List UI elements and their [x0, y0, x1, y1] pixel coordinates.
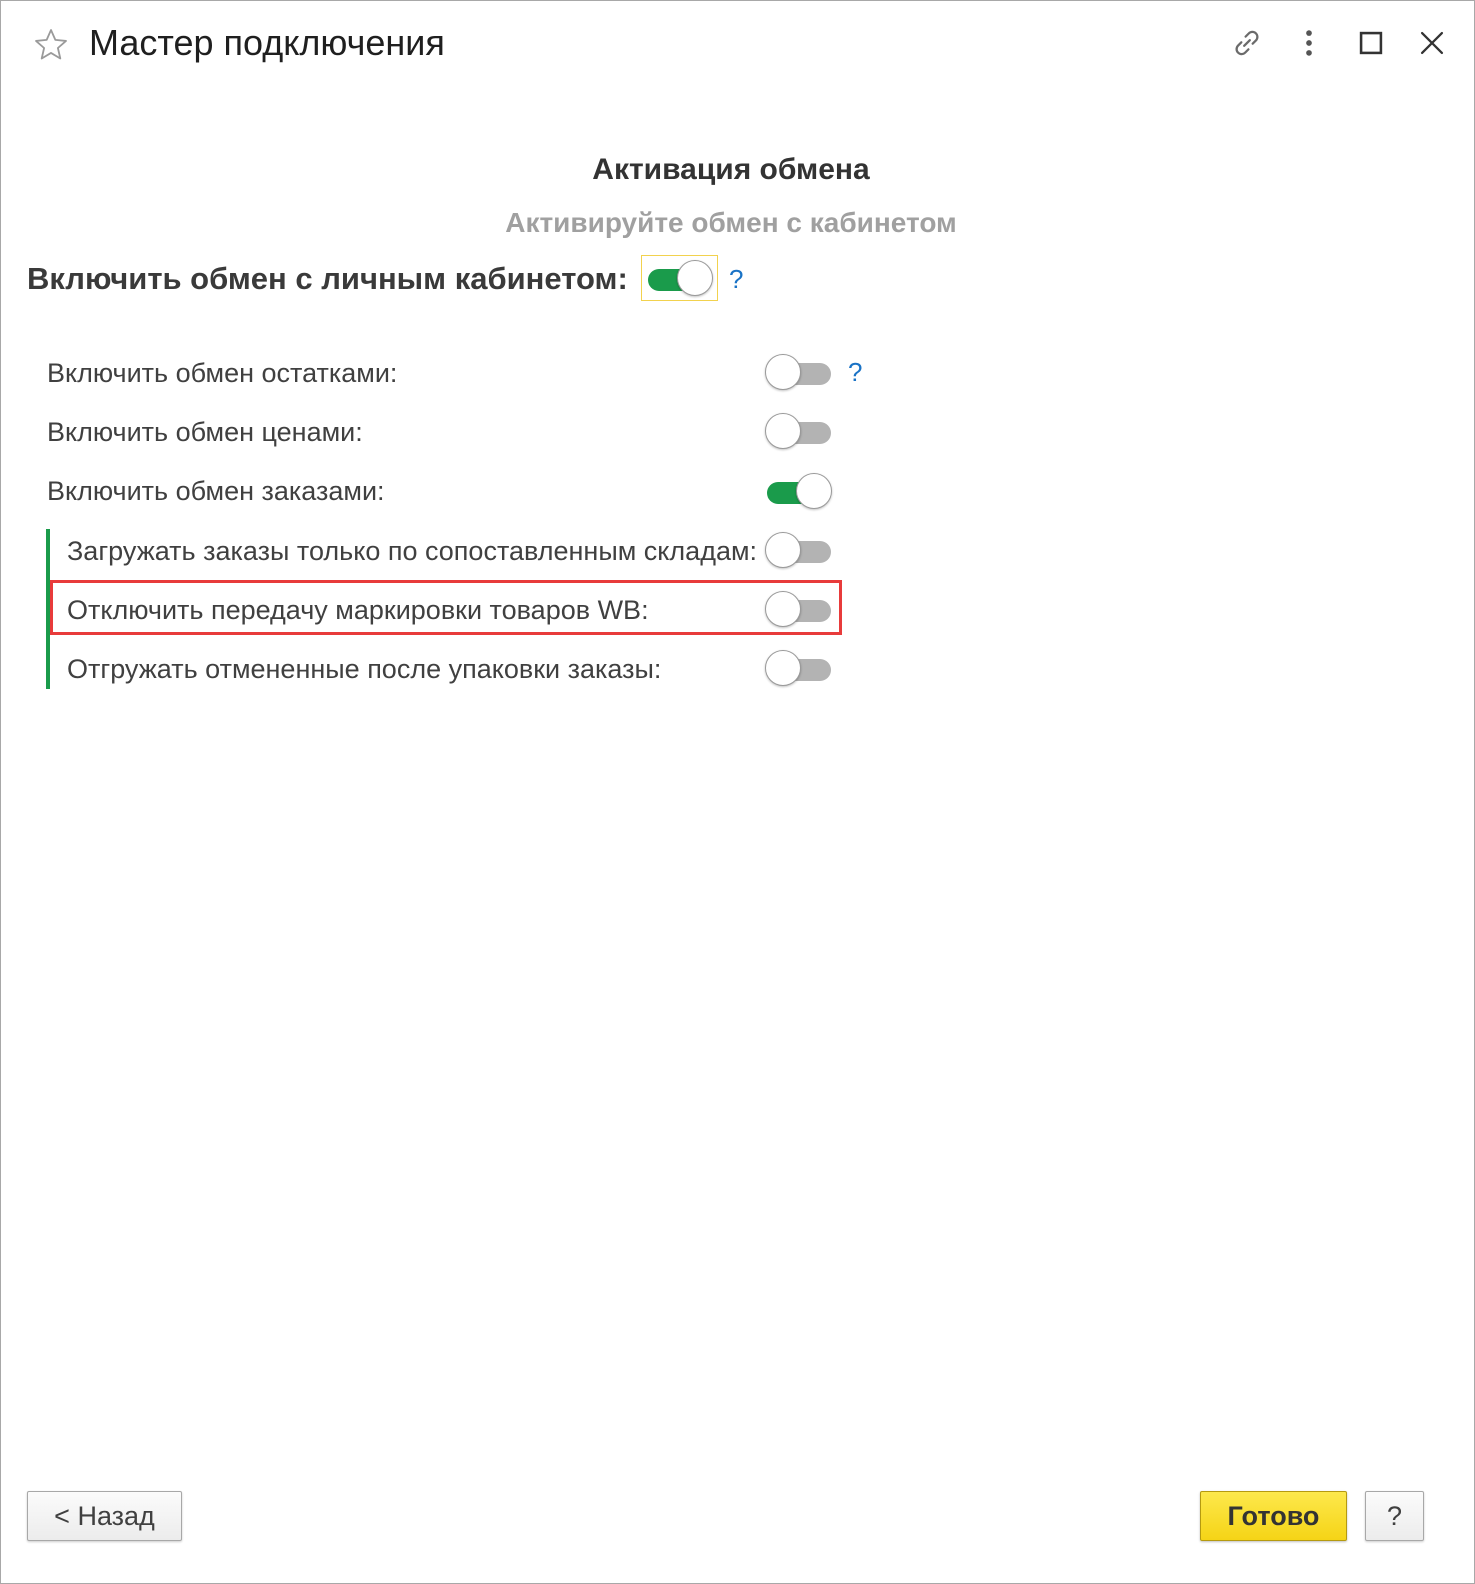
- maximize-icon: [1354, 26, 1388, 60]
- stock-exchange-help-link[interactable]: ?: [848, 357, 863, 387]
- stock-exchange-toggle[interactable]: [765, 353, 833, 393]
- more-vertical-icon: [1292, 26, 1326, 60]
- star-icon[interactable]: [33, 27, 69, 63]
- mapped-warehouses-label: Загружать заказы только по сопоставленным складам:: [67, 536, 758, 566]
- order-exchange-label: Включить обмен заказами:: [47, 476, 385, 506]
- disable-marking-toggle[interactable]: [765, 590, 833, 630]
- main-exchange-help-link[interactable]: ?: [729, 264, 744, 294]
- page-subtitle: Активируйте обмен с кабинетом: [505, 207, 957, 238]
- price-exchange-label: Включить обмен ценами:: [47, 417, 363, 447]
- toggle-knob: [677, 260, 713, 296]
- page-title: Активация обмена: [592, 153, 870, 186]
- price-exchange-toggle[interactable]: [765, 412, 833, 452]
- mapped-warehouses-toggle[interactable]: [765, 531, 833, 571]
- ship-cancelled-label: Отгружать отмененные после упаковки заказы:: [67, 654, 662, 684]
- main-exchange-label: Включить обмен с личным кабинетом:: [27, 261, 628, 296]
- link-button[interactable]: [1227, 23, 1267, 63]
- help-button[interactable]: ?: [1365, 1491, 1424, 1541]
- toggle-knob: [765, 413, 801, 449]
- back-button[interactable]: < Назад: [27, 1491, 182, 1541]
- stock-exchange-label: Включить обмен остатками:: [47, 358, 398, 388]
- disable-marking-label: Отключить передачу маркировки товаров WB:: [67, 595, 649, 625]
- main-exchange-toggle[interactable]: [646, 259, 714, 299]
- window-title: Мастер подключения: [89, 22, 445, 63]
- close-button[interactable]: [1412, 23, 1452, 63]
- toggle-knob: [765, 532, 801, 568]
- link-icon: [1230, 26, 1264, 60]
- maximize-button[interactable]: [1351, 23, 1391, 63]
- toggle-knob: [765, 650, 801, 686]
- ship-cancelled-toggle[interactable]: [765, 649, 833, 689]
- toggle-knob: [796, 473, 832, 509]
- done-button[interactable]: Готово: [1200, 1491, 1347, 1541]
- more-button[interactable]: [1289, 23, 1329, 63]
- toggle-knob: [765, 591, 801, 627]
- close-icon: [1415, 26, 1449, 60]
- order-exchange-toggle[interactable]: [765, 472, 833, 512]
- toggle-knob: [765, 354, 801, 390]
